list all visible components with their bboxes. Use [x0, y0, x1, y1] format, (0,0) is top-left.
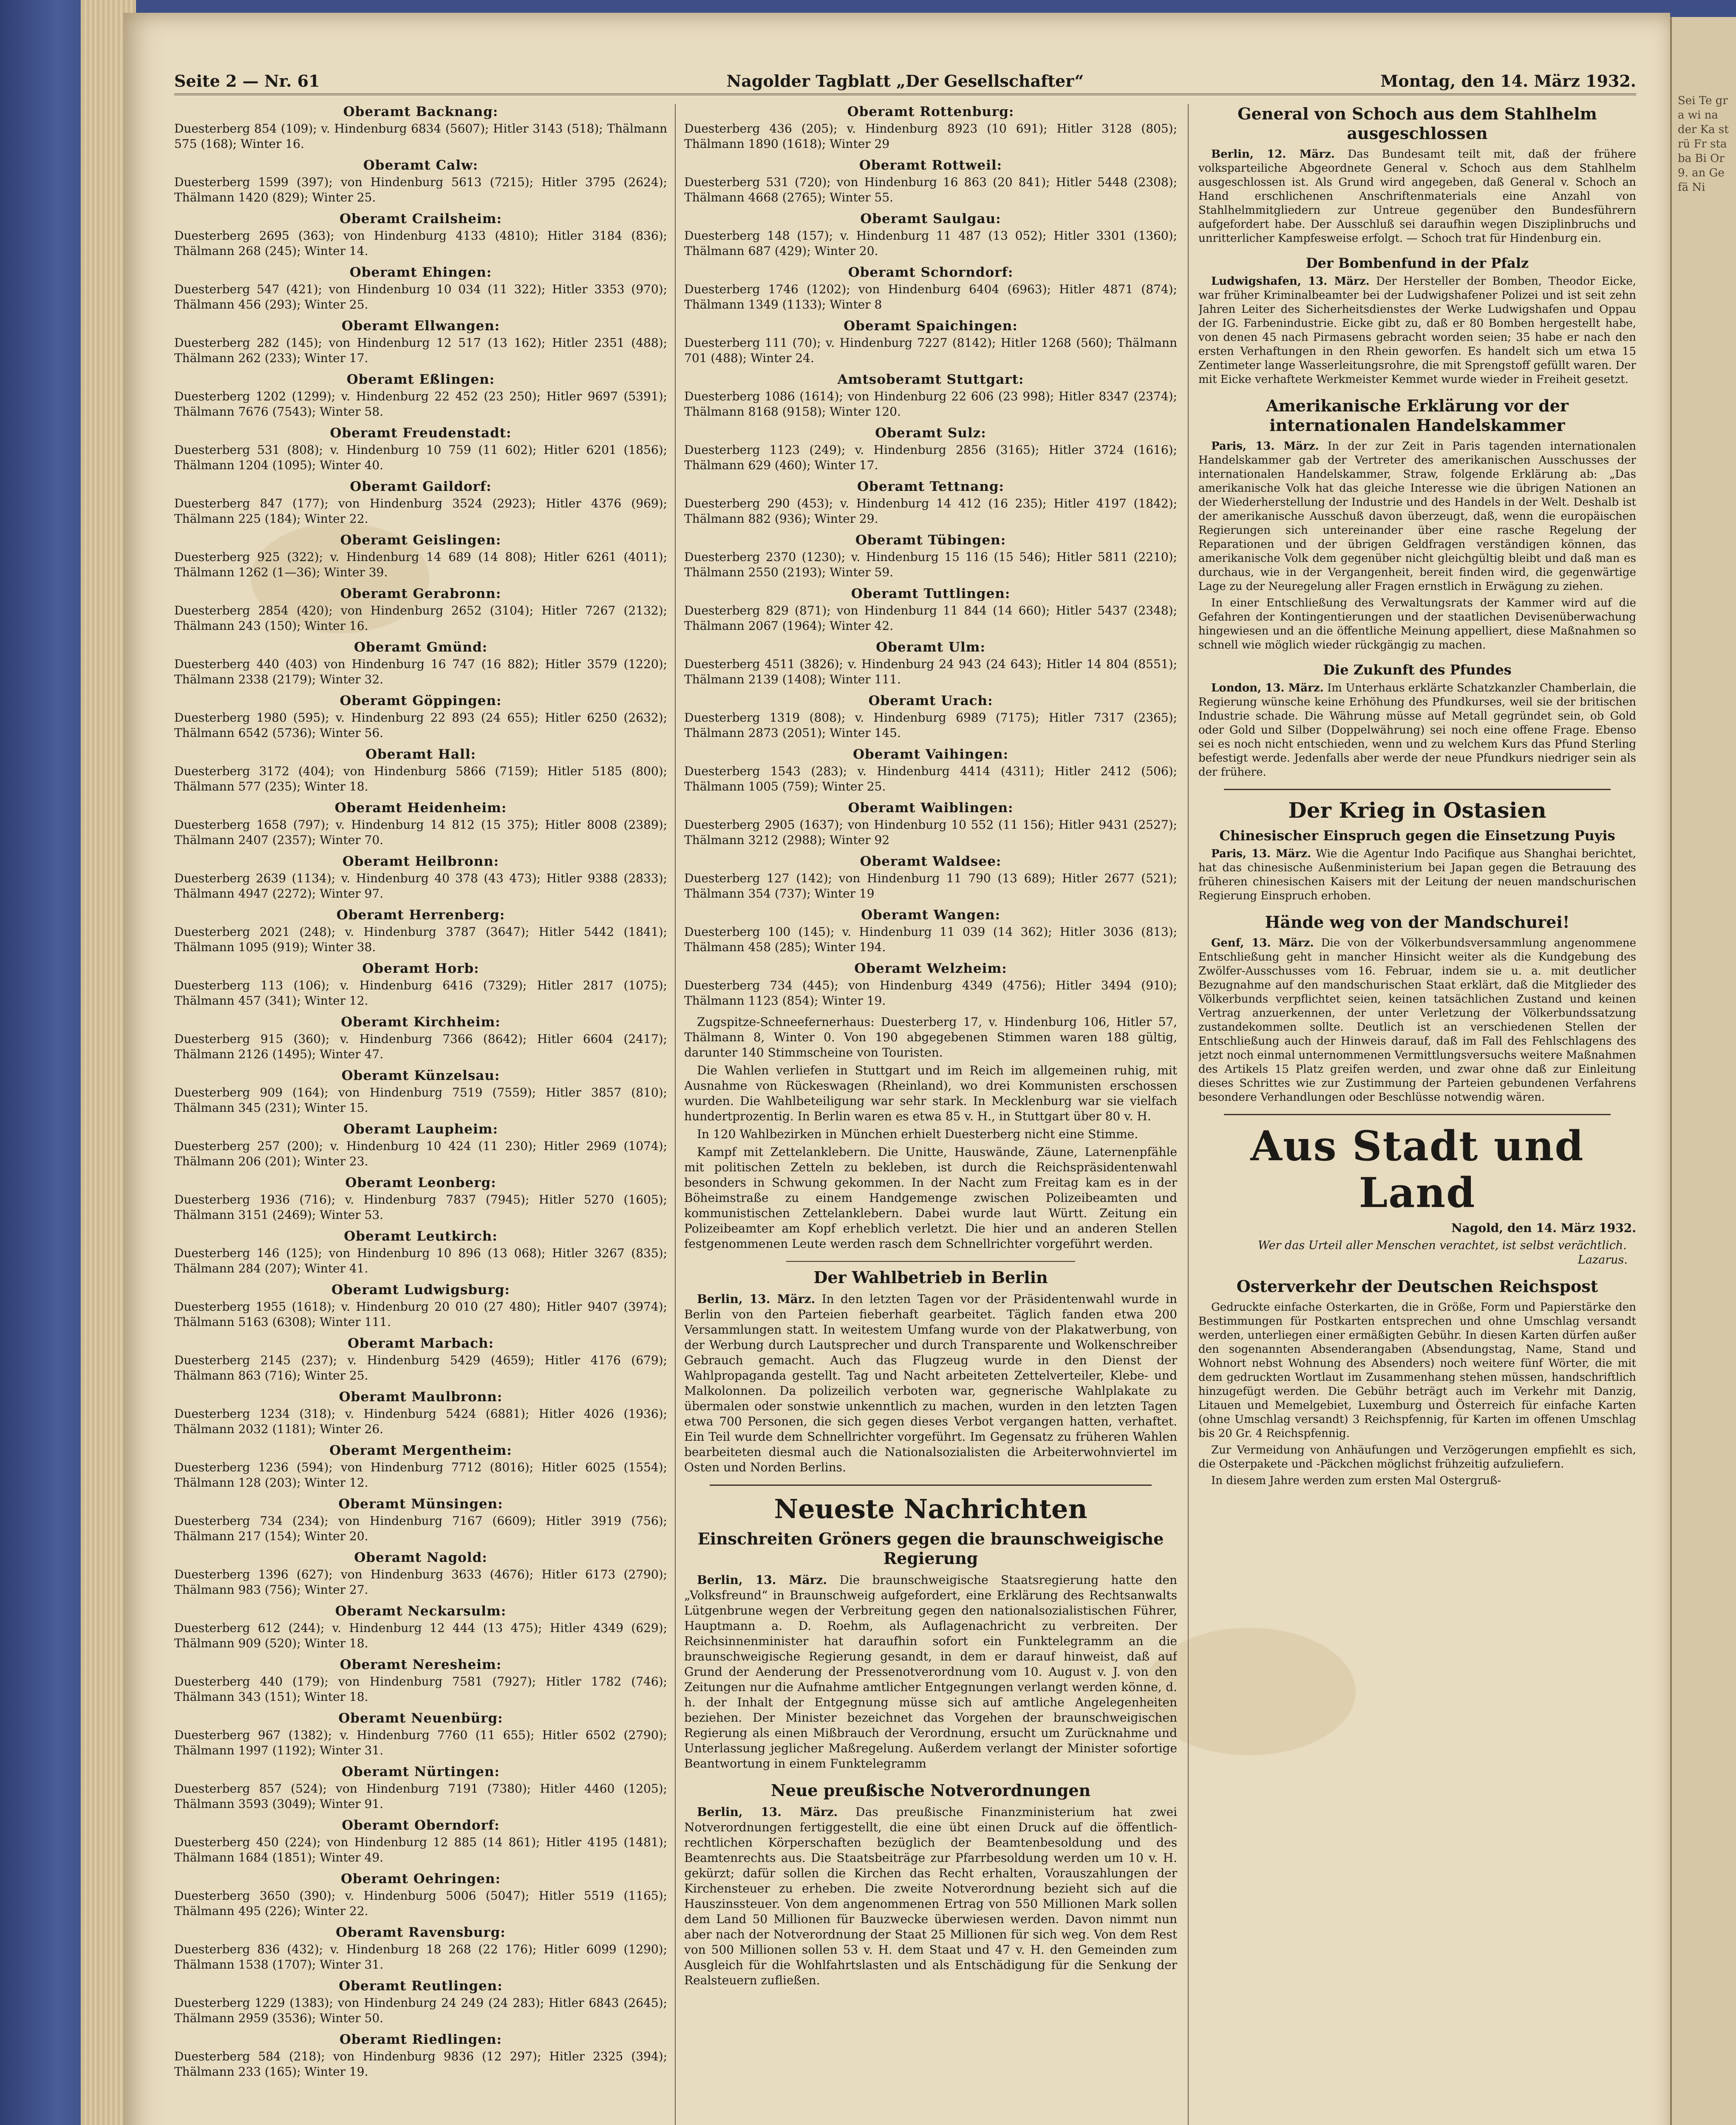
section-title: Aus Stadt und Land	[1250, 1122, 1584, 1217]
district-result	[684, 479, 1177, 527]
headline: Die Zukunft des Pfundes	[1323, 662, 1512, 678]
masthead-title: Nagolder Tagblatt „Der Gesellschafter“	[726, 71, 1084, 91]
section-stadt-und-land	[1198, 1123, 1636, 1267]
district-name: Oberamt Sulz:	[875, 425, 986, 441]
district-votes: Duesterberg 531 (720); von Hindenburg 16 863 (20 841); Hitler 5448 (2308); Thälmann 4668 (2765); Winter 55.	[684, 175, 1177, 204]
section-title: Neueste Nachrichten	[774, 1493, 1087, 1524]
district-name: Oberamt Waiblingen:	[848, 800, 1014, 816]
district-votes: Duesterberg 1229 (1383); von Hindenburg 24 249 (24 283); Hitler 6843 (2645); Thälmann 2959 (3536); Winter 50.	[174, 1996, 667, 2025]
district-votes: Duesterberg 1234 (318); v. Hindenburg 5424 (6881); Hitler 4026 (1936); Thälmann 2032 (1181); Winter 26.	[174, 1407, 667, 1436]
district-name: Oberamt Leutkirch:	[344, 1229, 498, 1244]
dateline: Paris, 13. März.	[1211, 847, 1311, 860]
district-name: Oberamt Tettnang:	[857, 479, 1004, 494]
motto-text: Wer das Urteil aller Menschen verachtet, ist selbst verächtlich.	[1258, 1239, 1627, 1252]
district-name: Oberamt Neckarsulm:	[335, 1604, 507, 1619]
district-votes: Duesterberg 734 (445); von Hindenburg 4349 (4756); Hitler 3494 (910); Thälmann 1123 (854); Winter 19.	[684, 978, 1177, 1008]
district-name: Oberamt Kirchheim:	[341, 1014, 501, 1030]
article-osterverkehr	[1198, 1277, 1636, 1488]
district-votes: Duesterberg 148 (157); v. Hindenburg 11 487 (13 052); Hitler 3301 (1360); Thälmann 687 (429); Winter 20.	[684, 229, 1177, 258]
district-result	[684, 372, 1177, 419]
district-votes: Duesterberg 1236 (594); von Hindenburg 7712 (8016); Hitler 6025 (1554); Thälmann 128 (203); Winter 12.	[174, 1460, 667, 1490]
muenchen-text: In 120 Wahlbezirken in München erhielt Duesterberg nicht eine Stimme.	[697, 1127, 1138, 1141]
district-votes: Duesterberg 967 (1382); v. Hindenburg 7760 (11 655); Hitler 6502 (2790); Thälmann 1997 (1192); Winter 31.	[174, 1728, 667, 1757]
district-votes: Duesterberg 925 (322); v. Hindenburg 14 689 (14 808); Hitler 6261 (4011); Thälmann 1262 (1—36); Winter 39.	[174, 550, 667, 579]
district-result	[174, 1175, 667, 1223]
wahlen-text: Die Wahlen verliefen in Stuttgart und im Reich im allgemeinen ruhig, mit Ausnahme von Rückeswagen (Rheinland), wo drei Kommunisten erschossen wurden. Die Wahlbeteiligung war sehr stark. In Mecklenburg war sie vielfach hundertprozentig. In Berlin waren es etwa 85 v. H., in Stuttgart über 80 v. H.	[684, 1063, 1177, 1123]
district-result	[174, 265, 667, 312]
district-name: Oberamt Wangen:	[861, 907, 1000, 923]
district-votes: Duesterberg 2145 (237); v. Hindenburg 5429 (4659); Hitler 4176 (679); Thälmann 863 (716); Winter 25.	[174, 1353, 667, 1383]
district-name: Oberamt Herrenberg:	[336, 907, 505, 923]
headline: Der Bombenfund in der Pfalz	[1306, 255, 1529, 271]
article-notverordnungen	[684, 1781, 1177, 1988]
headline: Der Wahlbetrieb in Berlin	[813, 1268, 1048, 1287]
headline: Einschreiten Gröners gegen die braunschweigische Regierung	[697, 1529, 1164, 1568]
district-result	[684, 318, 1177, 366]
page-number: Seite 2 — Nr. 61	[174, 71, 320, 91]
dateline: Berlin, 12. März.	[1211, 148, 1335, 161]
district-name: Amtsoberamt Stuttgart:	[837, 372, 1024, 387]
district-name: Oberamt Welzheim:	[854, 961, 1007, 976]
district-result	[174, 1978, 667, 2026]
district-name: Oberamt Oehringen:	[340, 1871, 501, 1887]
district-result	[684, 586, 1177, 634]
district-result	[684, 211, 1177, 259]
district-result	[174, 1496, 667, 1544]
district-votes: Duesterberg 909 (164); von Hindenburg 7519 (7559); Hitler 3857 (810); Thälmann 345 (231); Winter 15.	[174, 1085, 667, 1115]
district-name: Oberamt Nagold:	[354, 1550, 487, 1565]
district-name: Oberamt Göppingen:	[340, 693, 502, 708]
district-votes: Duesterberg 1980 (595); v. Hindenburg 22 893 (24 655); Hitler 6250 (2632); Thälmann 6542 (5736); Winter 56.	[174, 711, 667, 740]
district-name: Oberamt Reutlingen:	[339, 1978, 503, 1994]
district-result	[174, 1604, 667, 1651]
district-result	[174, 907, 667, 955]
district-result	[684, 961, 1177, 1009]
district-votes: Duesterberg 2370 (1230); v. Hindenburg 15 116 (15 546); Hitler 5811 (2210); Thälmann 2550 (2193); Winter 59.	[684, 550, 1177, 579]
district-result	[174, 1014, 667, 1062]
district-name: Oberamt Hall:	[365, 747, 476, 762]
district-name: Oberamt Heidenheim:	[334, 800, 507, 816]
district-name: Oberamt Heilbronn:	[342, 854, 499, 869]
district-name: Oberamt Laupheim:	[343, 1122, 498, 1137]
column-election-results	[174, 104, 667, 2125]
district-result	[174, 1122, 667, 1169]
district-votes: Duesterberg 584 (218); von Hindenburg 9836 (12 297); Hitler 2325 (394); Thälmann 233 (165); Winter 19.	[174, 2049, 667, 2079]
district-result	[684, 158, 1177, 205]
article-amerikanisch	[1198, 396, 1636, 652]
district-votes: Duesterberg 857 (524); von Hindenburg 7191 (7380); Hitler 4460 (1205); Thälmann 3593 (3049); Winter 91.	[174, 1782, 667, 1811]
district-result	[174, 1229, 667, 1276]
district-votes: Duesterberg 1319 (808); v. Hindenburg 6989 (7175); Hitler 7317 (2365); Thälmann 2873 (2051); Winter 145.	[684, 711, 1177, 740]
district-votes: Duesterberg 3650 (390); v. Hindenburg 5006 (5047); Hitler 5519 (1165); Thälmann 495 (226); Winter 22.	[174, 1889, 667, 1918]
article-body: Das Bundesamt teilt mit, daß der frühere volksparteiliche Abgeordnete General v. Schoch aus dem Stahlhelm ausgeschlossen ist. Als Grund wird angegeben, daß General v. Schoch an Hand erschlichenen Anschriftenmaterials eine Anzahl von Stahlhelmmitgliedern zur Untreue gegenüber den Bundesführern aufgefordert habe. Der Ausschluß sei daraufhin wegen Disziplinbruchs und unritterlicher Kampfesweise erfolgt. — Schoch trat für Hindenburg ein.	[1198, 148, 1636, 245]
district-name: Oberamt Saulgau:	[860, 211, 1001, 227]
district-votes: Duesterberg 450 (224); von Hindenburg 12 885 (14 861); Hitler 4195 (1481); Thälmann 1684 (1851); Winter 49.	[174, 1835, 667, 1864]
district-votes: Duesterberg 2905 (1637); von Hindenburg 10 552 (11 156); Hitler 9431 (2527); Thälmann 3212 (2988); Winter 92	[684, 818, 1177, 847]
district-votes: Duesterberg 111 (70); v. Hindenburg 7227 (8142); Hitler 1268 (560); Thälmann 701 (488); Winter 24.	[684, 336, 1177, 365]
district-votes: Duesterberg 146 (125); von Hindenburg 10 896 (13 068); Hitler 3267 (835); Thälmann 284 (207); Winter 41.	[174, 1246, 667, 1275]
article-pfund	[1198, 662, 1636, 779]
district-name: Oberamt Nürtingen:	[342, 1764, 500, 1779]
district-votes: Duesterberg 1123 (249); v. Hindenburg 2856 (3165); Hitler 3724 (1616); Thälmann 629 (460); Winter 17.	[684, 443, 1177, 472]
district-name: Oberamt Backnang:	[343, 104, 498, 119]
district-name: Oberamt Vaihingen:	[852, 747, 1009, 762]
district-name: Oberamt Gerabronn:	[340, 586, 501, 601]
dateline: Berlin, 13. März.	[697, 1573, 827, 1587]
district-votes: Duesterberg 1955 (1618); v. Hindenburg 20 010 (27 480); Hitler 9407 (3974); Thälmann 5163 (6308); Winter 111.	[174, 1300, 667, 1329]
divider	[786, 1261, 1075, 1262]
district-name: Oberamt Rottweil:	[859, 158, 1003, 173]
district-result	[684, 800, 1177, 848]
district-votes: Duesterberg 436 (205); v. Hindenburg 8923 (10 691); Hitler 3128 (805); Thälmann 1890 (1618); Winter 29	[684, 122, 1177, 151]
zugspitze-note	[684, 1014, 1177, 1252]
dateline: Berlin, 13. März.	[697, 1805, 838, 1819]
district-result	[174, 372, 667, 419]
district-name: Oberamt Rottenburg:	[847, 104, 1014, 119]
district-result	[174, 747, 667, 794]
district-result	[174, 1443, 667, 1490]
article-schoch	[1198, 104, 1636, 246]
dateline: Berlin, 13. März.	[697, 1292, 816, 1306]
district-name: Oberamt Marbach:	[347, 1336, 494, 1351]
district-name: Oberamt Schorndorf:	[848, 265, 1014, 280]
district-votes: Duesterberg 2854 (420); von Hindenburg 2652 (3104); Hitler 7267 (2132); Thälmann 243 (150); Winter 16.	[174, 604, 667, 633]
article-body: In den letzten Tagen vor der Präsidentenwahl wurde in Berlin von den Parteien fieberhaft gearbeitet. Täglich fanden etwa 200 Versammlungen statt. In weitestem Umfang wurde von der Plakatwerbung, von der Werbung durch Lautsprecher und durch Transparente und Wolkenschreiber Gebrauch gemacht. Auch das Flugzeug wurde in den Dienst der Wahlpropaganda gestellt. Tag und Nacht arbeiteten Zettelverteiler, Klebe- und Malkolonnen. Da polizeilich verboten war, gegnerische Wahlplakate zu übermalen oder sonstwie unkenntlich zu machen, wurden in den letzten Tagen etwa 700 Personen, die sich gegen dieses Verbot vergangen hatten, verhaftet. Ein Teil wurde dem Schnellrichter vorgeführt. Im Gegensatz zu früheren Wahlen bearbeiteten diesmal auch die Nationalsozialisten die Arbeiterwohnviertel im Osten und Norden Berlins.	[684, 1292, 1177, 1474]
district-name: Oberamt Spaichingen:	[844, 318, 1018, 334]
next-page-edge	[1670, 17, 1736, 2125]
district-result	[174, 318, 667, 366]
district-name: Oberamt Geislingen:	[340, 533, 501, 548]
column-rule	[1188, 104, 1189, 2125]
column-right	[1198, 104, 1636, 2125]
district-name: Oberamt Freudenstadt:	[330, 425, 512, 441]
district-name: Oberamt Gmünd:	[354, 640, 488, 655]
district-result	[174, 1818, 667, 1865]
district-result	[174, 1282, 667, 1330]
article-body: In einer Entschließung des Verwaltungsrats der Kammer wird auf die Gefahren der Kontingentierungen und der staatlichen Devisenüberwachung hingewiesen und an die öffentliche Meinung appelliert, diese Maßnahmen so schnell wie möglich wieder rückgängig zu machen.	[1198, 597, 1636, 652]
article-body: Das preußische Finanzministerium hat zwei Notverordnungen fertiggestellt, die eine übt einen Druck auf die öffentlich-rechtlichen Körperschaften bezüglich der Beamtenbesoldung und des Beamtenrechts aus. Die Staatsbeiträge zur Pfarrbesoldung werden um 10 v. H. gekürzt; dafür sollen die Kirchen das Recht erhalten, Vorauszahlungen der Kirchensteuer zu erheben. Die zweite Notverordnung bezieht sich auf die Hauszinssteuer. Von dem angenommenen Ertrag von 550 Millionen Mark sollen dem Land 50 Millionen für Bauzwecke überwiesen werden. Davon nimmt nun aber nach der Notverordnung der Staat 25 Millionen für sich weg. Von dem Rest von 500 Millionen sollen 53 v. H. dem Staat und 47 v. H. den Gemeinden zum Ausgleich für die Wohlfahrtslasten und als Entschädigung für die Senkung der Realsteuern zufließen.	[684, 1805, 1177, 1987]
district-votes: Duesterberg 734 (234); von Hindenburg 7167 (6609); Hitler 3919 (756); Thälmann 217 (154); Winter 20.	[174, 1514, 667, 1543]
article-mandschurei	[1198, 912, 1636, 1105]
running-head	[174, 68, 1636, 95]
headline: General von Schoch aus dem Stahlhelm ausgeschlossen	[1238, 104, 1597, 143]
district-votes: Duesterberg 100 (145); v. Hindenburg 11 039 (14 362); Hitler 3036 (813); Thälmann 458 (285); Winter 194.	[684, 925, 1177, 954]
district-result	[174, 854, 667, 901]
article-krieg-ostasien	[1198, 798, 1636, 903]
district-votes: Duesterberg 531 (808); v. Hindenburg 10 759 (11 602); Hitler 6201 (1856); Thälmann 1204 (1095); Winter 40.	[174, 443, 667, 472]
article-body: Zur Vermeidung von Anhäufungen und Verzögerungen empfiehlt es sich, die Osterpakete und -Päckchen möglichst frühzeitig aufzuliefern.	[1198, 1444, 1636, 1470]
district-votes: Duesterberg 847 (177); von Hindenburg 3524 (2923); Hitler 4376 (969); Thälmann 225 (184); Winter 22.	[174, 496, 667, 526]
district-votes: Duesterberg 915 (360); v. Hindenburg 7366 (8642); Hitler 6604 (2417); Thälmann 2126 (1495); Winter 47.	[174, 1032, 667, 1061]
district-result	[174, 693, 667, 741]
district-name: Oberamt Neresheim:	[340, 1657, 502, 1672]
district-votes: Duesterberg 440 (403) von Hindenburg 16 747 (16 882); Hitler 3579 (1220); Thälmann 2338 (2179); Winter 32.	[174, 657, 667, 686]
district-votes: Duesterberg 547 (421); von Hindenburg 10 034 (11 322); Hitler 3353 (970); Thälmann 456 (293); Winter 25.	[174, 282, 667, 312]
district-name: Oberamt Horb:	[362, 961, 479, 976]
district-result	[174, 479, 667, 527]
dateline: Ludwigshafen, 13. März.	[1211, 275, 1370, 288]
district-result	[174, 1389, 667, 1437]
next-page-fragment: Sei Te gr a wi na der Ka st rü Fr sta ba Bi Or 9. an Ge fä Ni	[1678, 94, 1729, 194]
district-name: Oberamt Ravensburg:	[336, 1925, 506, 1940]
district-votes: Duesterberg 2639 (1134); v. Hindenburg 40 378 (43 473); Hitler 9388 (2833); Thälmann 4947 (2272); Winter 97.	[174, 871, 667, 901]
district-result	[174, 1925, 667, 1972]
article-body: Der Hersteller der Bomben, Theodor Eicke, war früher Kriminalbeamter bei der Ludwigshafener Polizei und ist seit zehn Jahren Leiter des Sicherheitsdienstes der Werke Ludwigshafen und Oppau der IG. Farbenindustrie. Eicke gibt zu, daß er 80 Bomben hergestellt habe, von denen 45 nach Pirmasens gebracht worden seien; 35 habe er nach den ersten Verhaftungen in den Rhein geworfen. Es handelt sich um etwa 15 Zentimeter lange Wasserleitungsrohre, die mit Sprengstoff gefüllt waren. Der mit Eicke verhaftete Werkmeister Kemmet wurde wieder in Freiheit gesetzt.	[1198, 275, 1636, 386]
district-name: Oberamt Waldsee:	[860, 854, 1002, 869]
district-name: Oberamt Ulm:	[876, 640, 986, 655]
dateline: Paris, 13. März.	[1211, 440, 1319, 453]
district-result	[174, 800, 667, 848]
article-body: Im Unterhaus erklärte Schatzkanzler Chamberlain, die Regierung wünsche keine Erhöhung des Pfundkurses, weil sie der britischen Industrie schade. Die Währung müsse auf Metall gegründet sein, ob Gold oder Gold und Silber (Doppelwährung) sei noch eine offene Frage. Ebenso sei es noch nicht entschieden, wenn und zu welchem Kurs das Pfund Sterling befestigt werde. Jedenfalls aber werde der neue Pfundkurs niedriger sein als der frühere.	[1198, 682, 1636, 779]
district-name: Oberamt Leonberg:	[345, 1175, 496, 1190]
district-result	[174, 211, 667, 259]
district-votes: Duesterberg 2695 (363); von Hindenburg 4133 (4810); Hitler 3184 (836); Thälmann 268 (245); Winter 14.	[174, 229, 667, 258]
district-votes: Duesterberg 1746 (1202); von Hindenburg 6404 (6963); Hitler 4871 (874); Thälmann 1349 (1133); Winter 8	[684, 282, 1177, 312]
headline: Hände weg von der Mandschurei!	[1265, 912, 1570, 932]
district-votes: Duesterberg 854 (109); v. Hindenburg 6834 (5607); Hitler 3143 (518); Thälmann 575 (168); Winter 16.	[174, 122, 667, 151]
district-name: Oberamt Tuttlingen:	[851, 586, 1011, 601]
district-votes: Duesterberg 290 (453); v. Hindenburg 14 412 (16 235); Hitler 4197 (1842); Thälmann 882 (936); Winter 29.	[684, 496, 1177, 526]
district-result	[174, 1068, 667, 1116]
dateline: Genf, 13. März.	[1211, 937, 1314, 949]
district-name: Oberamt Riedlingen:	[339, 2032, 502, 2047]
district-result	[684, 533, 1177, 580]
district-name: Oberamt Münsingen:	[338, 1496, 503, 1512]
article-body: Die von der Völkerbundsversammlung angenommene Entschließung geht in mancher Hinsicht weiter als die Kundgebung des Zwölfer-Ausschusses vom 16. Februar, indem sie u. a. mit deutlicher Bezugnahme auf den mandschurischen Staat erklärt, daß die Mitglieder des Völkerbunds verpflichtet seien, keinen tatsächlichen Zustand und keinen Vertrag anzuerkennen, der unter Verletzung der Völkerbundssatzung zustandekommen sollte. Deutlich ist an verschiedenen Stellen der Entschließung auch der Hinweis darauf, daß im Fall des Fehlschlagens des jetzt noch einmal unternommenen Vermittlungsversuchs weitere Maßnahmen des Artikels 15 Platz greifen werden, und zwar ohne daß zur Einleitung dieses Schrittes wie zur Zustimmung der Parteien gebundenen Verfahrens besondere Verhandlungen oder Beschlüsse notwendig wären.	[1198, 937, 1636, 1104]
district-votes: Duesterberg 836 (432); v. Hindenburg 18 268 (22 176); Hitler 6099 (1290); Thälmann 1538 (1707); Winter 31.	[174, 1942, 667, 1972]
district-name: Oberamt Tübingen:	[855, 533, 1006, 548]
district-votes: Duesterberg 282 (145); von Hindenburg 12 517 (13 162); Hitler 2351 (488); Thälmann 262 (233); Winter 17.	[174, 336, 667, 365]
dateline: Nagold, den 14. März 1932.	[1451, 1221, 1636, 1235]
zugspitze-text: Zugspitze-Schneefernerhaus: Duesterberg 17, v. Hindenburg 106, Hitler 57, Thälmann 8, Winter 0. Von 190 abgegebenen Stimmen waren 188 gültig, darunter 140 Stimmscheine von Touristen.	[684, 1015, 1177, 1060]
district-votes: Duesterberg 113 (106); v. Hindenburg 6416 (7329); Hitler 2817 (1075); Thälmann 457 (341); Winter 12.	[174, 978, 667, 1008]
district-votes: Duesterberg 1599 (397); von Hindenburg 5613 (7215); Hitler 3795 (2624); Thälmann 1420 (829); Winter 25.	[174, 175, 667, 204]
section-title: Der Krieg in Ostasien	[1288, 798, 1546, 823]
district-name: Oberamt Oberndorf:	[342, 1818, 500, 1833]
district-votes: Duesterberg 4511 (3826); v. Hindenburg 24 943 (24 643); Hitler 14 804 (8551); Thälmann 2139 (1408); Winter 111.	[684, 657, 1177, 686]
district-name: Oberamt Mergentheim:	[329, 1443, 512, 1458]
district-result	[174, 586, 667, 634]
district-result	[684, 907, 1177, 955]
article-neueste-nachrichten	[684, 1493, 1177, 1771]
newspaper-page	[123, 13, 1670, 2125]
district-votes: Duesterberg 1543 (283); v. Hindenburg 4414 (4311); Hitler 2412 (506); Thälmann 1005 (759); Winter 25.	[684, 764, 1177, 793]
district-votes: Duesterberg 127 (142); von Hindenburg 11 790 (13 689); Hitler 2677 (521); Thälmann 354 (737); Winter 19	[684, 871, 1177, 901]
district-name: Oberamt Urach:	[868, 693, 993, 708]
article-wahlbetrieb	[684, 1268, 1177, 1475]
district-votes: Duesterberg 1086 (1614); von Hindenburg 22 606 (23 998); Hitler 8347 (2374); Thälmann 8168 (9158); Winter 120.	[684, 389, 1177, 419]
dateline: London, 13. März.	[1211, 682, 1324, 694]
district-name: Oberamt Gaildorf:	[350, 479, 492, 494]
district-result	[174, 2032, 667, 2080]
headline: Amerikanische Erklärung vor der internationalen Handelskammer	[1266, 396, 1569, 435]
district-name: Oberamt Maulbronn:	[339, 1389, 503, 1405]
district-votes: Duesterberg 1396 (627); von Hindenburg 3633 (4676); Hitler 6173 (2790); Thälmann 983 (756); Winter 27.	[174, 1567, 667, 1597]
article-body: In der zur Zeit in Paris tagenden internationalen Handelskammer gab der Vertreter des amerikanischen Ausschusses der internationalen Handelskammer, Straw, folgende Erklärung ab: „Das amerikanische Volk hat das gleiche Interesse wie die übrigen Nationen an der Wiederherstellung der Industrie und des Handels in der Welt. Deshalb ist der amerikanische Ausschuß davon überzeugt, daß, wenn die europäischen Regierungen sich untereinander über eine rasche Regelung der Reparationen und der übrigen Geldfragen verständigen können, das amerikanische Volk dem gegenüber nicht gleichgültig bleibt und daß man es durchaus, wie in der Vergangenheit, bereit finden wird, die gegenwärtige Lage zu der Neuregelung aller Fragen ernstlich in Erwägung zu ziehen.	[1198, 440, 1636, 593]
district-votes: Duesterberg 440 (179); von Hindenburg 7581 (7927); Hitler 1782 (746); Thälmann 343 (151); Winter 18.	[174, 1674, 667, 1704]
article-body: Wie die Agentur Indo Pacifique aus Shanghai berichtet, hat das chinesische Außenministerium bei Japan gegen die Betrauung des früheren chinesischen Kaisers mit der Leitung der neuen mandschurischen Regierung Einspruch erhoben.	[1198, 847, 1636, 902]
district-result	[684, 693, 1177, 741]
zettelankleber-text: Kampf mit Zettelanklebern. Die Unitte, Hauswände, Zäune, Laternenpfähle mit politischen Zetteln zu bekleben, ist durch die Reichspräsidentenwahl besonders in Schwung gekommen. In der Nacht zum Freitag kam es in der Böheimstraße zu einem Handgemenge zwischen Polizeibeamten und kommunistischen Zettelanklebern. Dabei wurde laut Württ. Zeitung ein Polizeibeamter am Kopf erheblich verletzt. Die hier und an anderen Stellen festgenommenen Leute werden rasch dem Schnellrichter vorgeführt werden.	[684, 1145, 1177, 1251]
district-result	[174, 1657, 667, 1705]
motto-author: Lazarus.	[1577, 1253, 1628, 1266]
district-result	[684, 640, 1177, 687]
district-votes: Duesterberg 1658 (797); v. Hindenburg 14 812 (15 375); Hitler 8008 (2389); Thälmann 2407 (2357); Winter 70.	[174, 818, 667, 847]
article-body: In diesem Jahre werden zum ersten Mal Ostergruß-	[1211, 1474, 1501, 1487]
column-rule	[675, 104, 676, 2125]
district-result	[684, 104, 1177, 152]
district-result	[174, 158, 667, 205]
district-result	[174, 961, 667, 1009]
district-result	[174, 640, 667, 687]
district-name: Oberamt Künzelsau:	[341, 1068, 500, 1083]
district-name: Oberamt Ehingen:	[349, 265, 492, 280]
district-result	[174, 1764, 667, 1812]
district-result	[174, 104, 667, 152]
district-name: Oberamt Crailsheim:	[339, 211, 502, 227]
district-result	[684, 425, 1177, 473]
district-result	[684, 854, 1177, 901]
district-name: Oberamt Calw:	[363, 158, 479, 173]
article-body: Die braunschweigische Staatsregierung hatte den „Volksfreund“ in Braunschweig aufgefordert, eine Erklärung des Rechtsanwalts Lütgenbrune wegen der Verbreitung gegen den nationalsozialistischen Führer, Hauptmann a. D. Roehm, als Auflagenachricht zu verbreiten. Der Reichsinnenminister hat daraufhin sofort ein Funktelegramm an die braunschweigische Regierung gesandt, in dem er darauf hinweist, daß auf Grund der Aenderung der Pressenotverordnung vom 10. August v. J. von den Zeitungen nur die Aufnahme amtlicher Entgegnungen verlangt werden könne, d. h. der Inhalt der Entgegnung müsse sich auf amtliche Angelegenheiten beziehen. Der Minister bezeichnet das Vorgehen der braunschweigischen Regierung als einen Mißbrauch der Verordnung, ersucht um Zurücknahme und Unterlassung jeglicher Maßregelung. Außerdem verlangt der Minister sofortige Beantwortung in einem Funktelegramm	[684, 1573, 1177, 1771]
district-votes: Duesterberg 829 (871); von Hindenburg 11 844 (14 660); Hitler 5437 (2348); Thälmann 2067 (1964); Winter 42.	[684, 604, 1177, 633]
motto	[1258, 1238, 1636, 1267]
article-bombenfund	[1198, 255, 1636, 387]
district-votes: Duesterberg 1936 (716); v. Hindenburg 7837 (7945); Hitler 5270 (1605); Thälmann 3151 (2469); Winter 53.	[174, 1193, 667, 1222]
headline: Osterverkehr der Deutschen Reichspost	[1236, 1277, 1598, 1296]
column-middle	[684, 104, 1177, 2125]
issue-date: Montag, den 14. März 1932.	[1380, 71, 1636, 91]
district-name: Oberamt Eßlingen:	[346, 372, 495, 387]
headline: Neue preußische Notverordnungen	[770, 1781, 1091, 1800]
district-result	[174, 1336, 667, 1383]
headline: Chinesischer Einspruch gegen die Einsetzung Puyis	[1219, 827, 1615, 844]
divider	[1224, 1114, 1611, 1115]
district-result	[684, 747, 1177, 794]
district-result	[174, 1871, 667, 1919]
district-name: Oberamt Neuenbürg:	[338, 1711, 503, 1726]
district-votes: Duesterberg 257 (200); v. Hindenburg 10 424 (11 230); Hitler 2969 (1074); Thälmann 206 (201); Winter 23.	[174, 1139, 667, 1168]
district-name: Oberamt Ellwangen:	[341, 318, 500, 334]
district-result	[174, 1711, 667, 1758]
district-votes: Duesterberg 2021 (248); v. Hindenburg 3787 (3647); Hitler 5442 (1841); Thälmann 1095 (919); Winter 38.	[174, 925, 667, 954]
divider	[710, 1485, 1152, 1486]
district-result	[684, 265, 1177, 312]
article-body: Gedruckte einfache Osterkarten, die in Größe, Form und Papierstärke den Bestimmungen für Postkarten entsprechen und ohne Umschlag versandt werden, unterliegen einer ermäßigten Gebühr. In diesen Karten dürfen außer den sogenannten Absenderangaben (Absendungstag, Name, Stand und Wohnort nebst Wohnung des Absenders) noch weitere fünf Wörter, die mit dem gedruckten Wortlaut im Zusammenhang stehen müssen, handschriftlich hinzugefügt werden. Die Gebühr beträgt auch im Verkehr mit Danzig, Litauen und Memelgebiet, Luxemburg und Österreich für einfache Karten (ohne Umschlag versandt) 3 Reichspfennig, für Karten im offenen Umschlag bis 20 Gr. 4 Reichspfennig.	[1198, 1301, 1636, 1440]
district-result	[174, 425, 667, 473]
district-votes: Duesterberg 612 (244); v. Hindenburg 12 444 (13 475); Hitler 4349 (629); Thälmann 909 (520); Winter 18.	[174, 1621, 667, 1650]
divider	[1224, 789, 1611, 790]
district-result	[174, 1550, 667, 1598]
district-votes: Duesterberg 1202 (1299); v. Hindenburg 22 452 (23 250); Hitler 9697 (5391); Thälmann 7676 (7543); Winter 58.	[174, 389, 667, 419]
district-result	[174, 533, 667, 580]
district-name: Oberamt Ludwigsburg:	[331, 1282, 510, 1298]
district-votes: Duesterberg 3172 (404); von Hindenburg 5866 (7159); Hitler 5185 (800); Thälmann 577 (235); Winter 18.	[174, 764, 667, 793]
